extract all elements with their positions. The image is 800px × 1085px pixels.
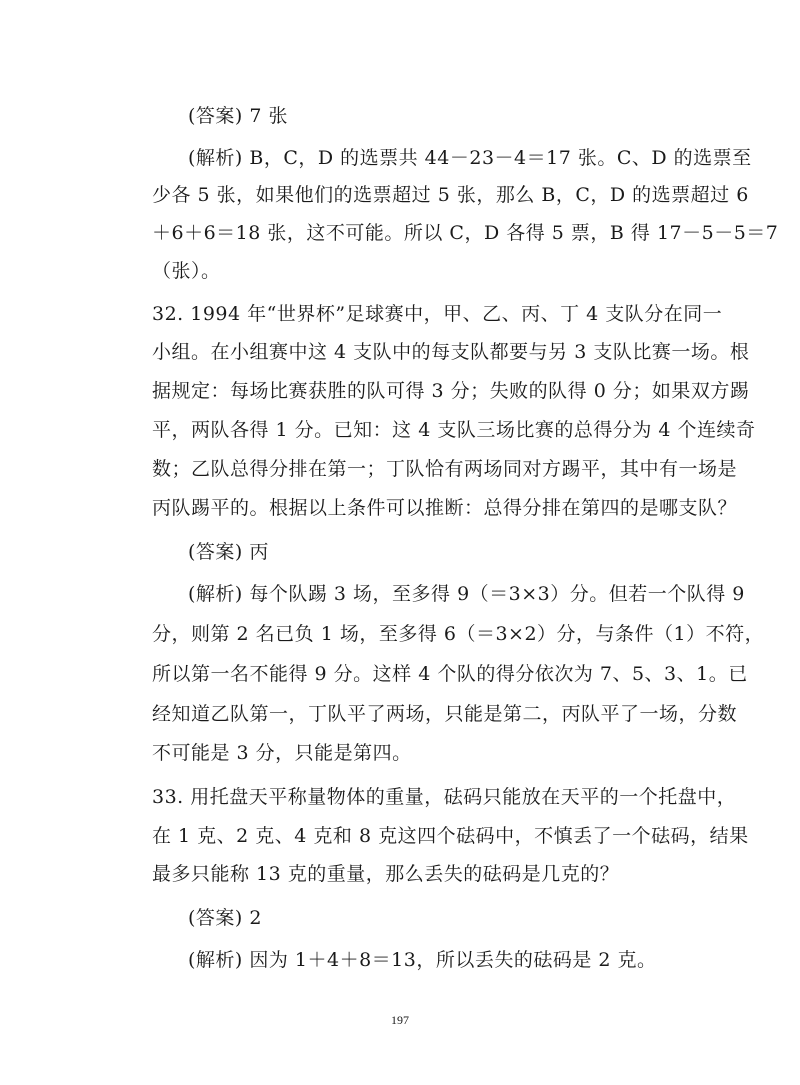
q31-analysis-line: ＋6＋6＝18 张，这不可能。所以 C，D 各得 5 票，B 得 17－5－5＝7 xyxy=(152,222,779,244)
q32-analysis-line: 经知道乙队第一，丁队平了两场，只能是第二，丙队平了一场，分数 xyxy=(152,703,738,725)
page-number: 197 xyxy=(391,1013,409,1027)
q33-question-line: 33. 用托盘天平称量物体的重量，砝码只能放在天平的一个托盘中， xyxy=(152,786,737,808)
q32-question-line: 小组。在小组赛中这 4 支队中的每支队都要与另 3 支队比赛一场。根 xyxy=(152,341,750,363)
q32-analysis-line: (解析) 每个队踢 3 场，至多得 9（＝3×3）分。但若一个队得 9 xyxy=(188,583,745,605)
q32-question-line: 据规定：每场比赛获胜的队可得 3 分；失败的队得 0 分；如果双方踢 xyxy=(152,380,750,402)
q31-answer: (答案) 7 张 xyxy=(188,105,288,127)
q31-analysis-line: (解析) B，C，D 的选票共 44－23－4＝17 张。C、D 的选票至 xyxy=(188,147,752,169)
q32-question-line: 数；乙队总得分排在第一；丁队恰有两场同对方踢平，其中有一场是 xyxy=(152,458,738,480)
q32-analysis-line: 不可能是 3 分，只能是第四。 xyxy=(152,742,412,764)
q32-question-line: 32. 1994 年“世界杯”足球赛中，甲、乙、丙、丁 4 支队分在同一 xyxy=(152,303,723,325)
q31-analysis-line: （张）。 xyxy=(152,260,221,282)
q33-analysis-line: (解析) 因为 1＋4＋8＝13，所以丢失的砝码是 2 克。 xyxy=(188,949,657,971)
q32-answer: (答案) 丙 xyxy=(188,541,269,563)
q32-question-line: 平，两队各得 1 分。已知：这 4 支队三场比赛的总得分为 4 个连续奇 xyxy=(152,419,756,441)
q33-question-line: 最多只能称 13 克的重量，那么丢失的砝码是几克的？ xyxy=(152,863,620,885)
q33-answer: (答案) 2 xyxy=(188,907,262,929)
q32-analysis-line: 分，则第 2 名已负 1 场，至多得 6（＝3×2）分，与条件（1）不符， xyxy=(152,623,765,645)
q33-question-line: 在 1 克、2 克、4 克和 8 克这四个砝码中，不慎丢了一个砝码，结果 xyxy=(152,825,749,847)
q31-analysis-line: 少各 5 张，如果他们的选票超过 5 张，那么 B，C，D 的选票超过 6 xyxy=(152,184,749,206)
q32-question-line: 丙队踢平的。根据以上条件可以推断：总得分排在第四的是哪支队？ xyxy=(152,497,738,519)
q32-analysis-line: 所以第一名不能得 9 分。这样 4 个队的得分依次为 7、5、3、1。已 xyxy=(152,663,748,685)
